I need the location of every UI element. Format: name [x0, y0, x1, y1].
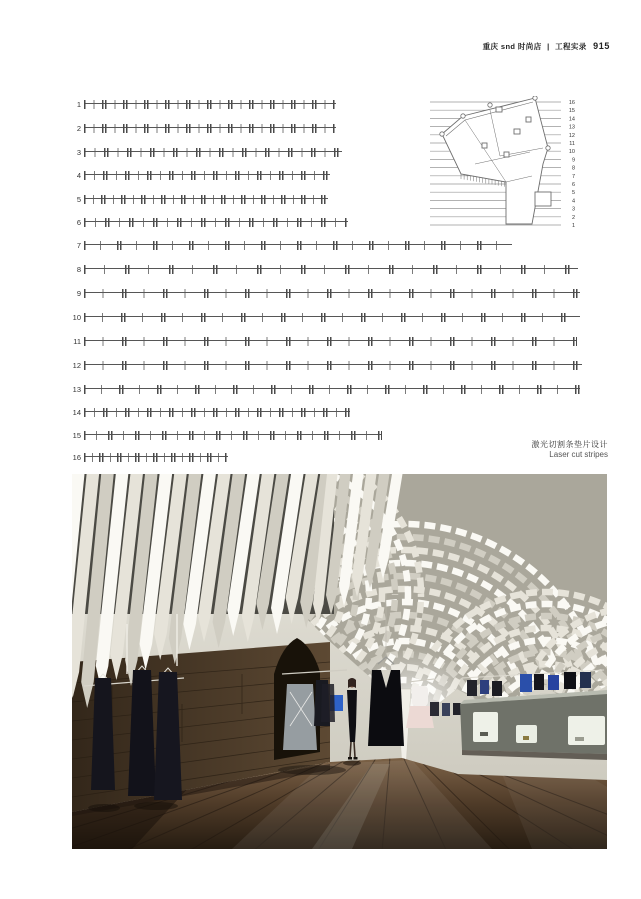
- strip-row-number: 4: [76, 171, 81, 180]
- svg-text:10: 10: [568, 149, 575, 156]
- plan-outline: [440, 96, 551, 224]
- plan-key-numbers: [569, 100, 575, 229]
- svg-text:12: 12: [568, 132, 575, 139]
- strip-drawing: [84, 148, 342, 157]
- strip-row-number: 13: [72, 385, 81, 394]
- strip-drawing: [84, 453, 228, 462]
- strip-row: [64, 194, 328, 205]
- strip-row: [64, 240, 512, 251]
- strip-drawing: [84, 171, 330, 180]
- strip-row: [64, 217, 348, 228]
- strip-drawing: [84, 408, 350, 417]
- strip-drawing: [84, 218, 348, 227]
- strip-drawing: [84, 361, 582, 370]
- strip-row: [64, 360, 582, 371]
- svg-text:16: 16: [568, 100, 575, 106]
- strip-row: [64, 288, 580, 299]
- strip-row: [64, 99, 336, 110]
- page-number: 915: [593, 41, 610, 51]
- strip-row-number: 6: [76, 218, 81, 227]
- header-project-title: 重庆 snd 时尚店: [482, 42, 542, 51]
- strip-row: [64, 452, 228, 463]
- strip-row-number: 14: [72, 408, 81, 417]
- strip-row: [64, 123, 336, 134]
- strip-row-number: 2: [76, 124, 81, 133]
- strip-row-number: 5: [76, 195, 81, 204]
- svg-text:1: 1: [571, 223, 575, 229]
- strip-row: [64, 407, 350, 418]
- strip-drawing: [84, 385, 580, 394]
- strip-row-number: 1: [76, 100, 81, 109]
- strip-drawing: [84, 313, 580, 322]
- strip-drawing: [84, 124, 336, 133]
- strip-row: [64, 312, 580, 323]
- strip-row-number: 10: [72, 313, 81, 322]
- strip-row: [64, 430, 382, 441]
- svg-text:9: 9: [571, 157, 575, 164]
- svg-text:4: 4: [571, 198, 575, 205]
- svg-text:3: 3: [571, 206, 575, 213]
- strip-row: [64, 264, 578, 275]
- svg-text:15: 15: [568, 108, 575, 115]
- strip-drawing: [84, 431, 382, 440]
- strip-drawing: [84, 265, 578, 274]
- svg-text:14: 14: [568, 116, 575, 123]
- svg-text:7: 7: [571, 173, 575, 180]
- svg-text:13: 13: [568, 124, 575, 131]
- strip-row: [64, 170, 330, 181]
- strip-row-number: 3: [76, 148, 81, 157]
- svg-text:2: 2: [571, 214, 575, 221]
- svg-text:5: 5: [571, 190, 575, 197]
- caption-chinese: 激光切割条垫片设计: [531, 440, 608, 449]
- strip-row-number: 8: [76, 265, 81, 274]
- strip-row: [64, 384, 580, 395]
- strip-row: [64, 336, 577, 347]
- header-section-title: 工程实录: [555, 42, 587, 51]
- strip-row-number: 7: [76, 241, 81, 250]
- strip-row-number: 12: [72, 361, 81, 370]
- svg-text:11: 11: [569, 141, 575, 147]
- strip-row-number: 15: [72, 431, 81, 440]
- caption-english: Laser cut stripes: [549, 450, 608, 459]
- interior-photograph: [72, 474, 607, 849]
- strip-drawing: [84, 289, 580, 298]
- strip-drawing: [84, 241, 512, 250]
- strip-row: [64, 147, 342, 158]
- header-separator: |: [547, 42, 550, 51]
- floor-plan-diagram: [430, 96, 579, 232]
- figure-caption: [532, 440, 609, 460]
- strip-drawing: [84, 337, 577, 346]
- strip-drawing: [84, 100, 336, 109]
- strip-drawing: [84, 195, 328, 204]
- background-racks: [430, 702, 461, 716]
- strip-row-number: 11: [73, 337, 81, 346]
- strip-row-number: 16: [72, 453, 81, 462]
- svg-text:8: 8: [571, 165, 575, 172]
- svg-text:6: 6: [571, 182, 575, 188]
- display-counter: [460, 690, 607, 760]
- strip-row-number: 9: [76, 289, 81, 298]
- page-header: [483, 41, 610, 52]
